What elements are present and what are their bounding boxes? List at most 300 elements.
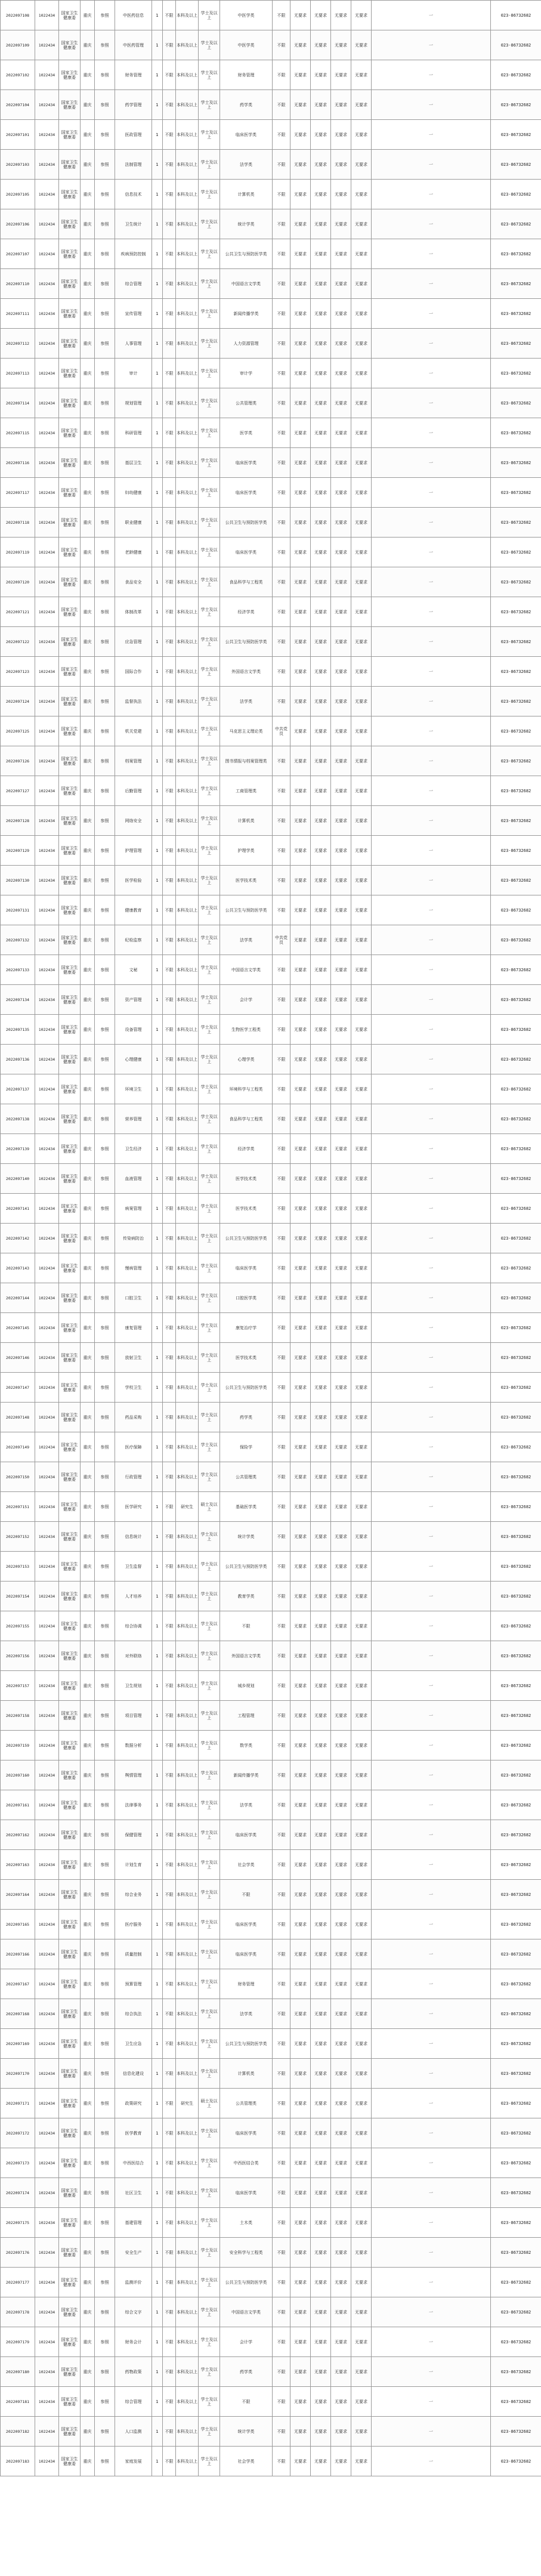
requirement-cell: 无要求 xyxy=(331,30,351,60)
education-cell: 本科及以上 xyxy=(176,716,199,746)
grassroots-cell: 无要求 xyxy=(290,299,311,329)
politics-cell: 不限 xyxy=(273,418,290,448)
unit-code-cell: 1022434 xyxy=(35,1432,59,1462)
major-cell: 药学类 xyxy=(220,2357,273,2387)
category-cell: 参照 xyxy=(95,1134,115,1164)
requirement-cell: 无要求 xyxy=(351,30,372,60)
unit-code-cell: 1022434 xyxy=(35,1820,59,1850)
unit-code-cell: 1022434 xyxy=(35,746,59,776)
location-cell: 重庆 xyxy=(81,2208,95,2238)
phone-cell: 023-86732682 xyxy=(491,1999,541,2029)
headcount-cell: 1 xyxy=(152,1910,163,1939)
education-cell: 本科及以上 xyxy=(176,1641,199,1671)
unit-code-cell: 1022434 xyxy=(35,269,59,299)
unit-code-cell: 1022434 xyxy=(35,925,59,955)
phone-cell: 023-86732682 xyxy=(491,2327,541,2357)
degree-cell: 学士及以上 xyxy=(199,2387,220,2417)
education-cell: 本科及以上 xyxy=(176,1045,199,1074)
unit-code-cell: 1022434 xyxy=(35,2387,59,2417)
position-id-cell: 2022097168 xyxy=(1,1999,35,2029)
phone-cell: 023-86732682 xyxy=(491,1403,541,1432)
education-cell: 本科及以上 xyxy=(176,269,199,299)
position-id-cell: 2022097129 xyxy=(1,836,35,866)
post-name-cell: 纪检监察 xyxy=(115,925,152,955)
table-row xyxy=(1,1820,541,1850)
level-cell: 不限 xyxy=(163,1432,176,1462)
experience-cell: 无要求 xyxy=(311,2118,331,2148)
post-name-cell: 疾病预防控制 xyxy=(115,239,152,269)
table-row xyxy=(1,1999,541,2029)
post-name-cell: 职业健康 xyxy=(115,508,152,538)
requirement-cell: 无要求 xyxy=(331,836,351,866)
politics-cell: 不限 xyxy=(273,2178,290,2208)
requirement-cell: 无要求 xyxy=(331,1134,351,1164)
unit-name-cell: 国家卫生健康委 xyxy=(59,60,81,90)
degree-cell: 学士及以上 xyxy=(199,716,220,746)
grassroots-cell: 无要求 xyxy=(290,746,311,776)
category-cell: 参照 xyxy=(95,657,115,687)
location-cell: 重庆 xyxy=(81,1432,95,1462)
unit-code-cell: 1022434 xyxy=(35,687,59,716)
location-cell: 重庆 xyxy=(81,1641,95,1671)
major-cell: 会计学 xyxy=(220,2327,273,2357)
degree-cell: 学士及以上 xyxy=(199,1313,220,1343)
post-name-cell: 舆情管理 xyxy=(115,1760,152,1790)
grassroots-cell: 无要求 xyxy=(290,2059,311,2089)
politics-cell: 不限 xyxy=(273,2238,290,2268)
headcount-cell: 1 xyxy=(152,866,163,895)
phone-cell: 023-86732682 xyxy=(491,2208,541,2238)
table-row xyxy=(1,209,541,239)
requirement-cell: 无要求 xyxy=(331,1582,351,1611)
experience-cell: 无要求 xyxy=(311,1045,331,1074)
note-cell: 一 xyxy=(372,2059,491,2089)
headcount-cell: 1 xyxy=(152,1194,163,1224)
unit-name-cell: 国家卫生健康委 xyxy=(59,1134,81,1164)
major-cell: 计算机类 xyxy=(220,180,273,209)
degree-cell: 学士及以上 xyxy=(199,687,220,716)
grassroots-cell: 无要求 xyxy=(290,180,311,209)
phone-cell: 023-86732682 xyxy=(491,895,541,925)
headcount-cell: 1 xyxy=(152,1999,163,2029)
degree-cell: 学士及以上 xyxy=(199,1164,220,1194)
table-row xyxy=(1,478,541,508)
degree-cell: 学士及以上 xyxy=(199,985,220,1015)
position-id-cell: 2022097173 xyxy=(1,2148,35,2178)
unit-name-cell: 国家卫生健康委 xyxy=(59,567,81,597)
unit-name-cell: 国家卫生健康委 xyxy=(59,1492,81,1522)
requirement-cell: 无要求 xyxy=(331,1552,351,1582)
requirement-cell: 无要求 xyxy=(351,2357,372,2387)
requirement-cell: 无要求 xyxy=(351,657,372,687)
post-name-cell: 环境卫生 xyxy=(115,1074,152,1104)
level-cell: 不限 xyxy=(163,2387,176,2417)
education-cell: 本科及以上 xyxy=(176,1074,199,1104)
position-id-cell: 2022097117 xyxy=(1,478,35,508)
position-id-cell: 2022097160 xyxy=(1,1760,35,1790)
major-cell: 统计学类 xyxy=(220,2417,273,2447)
post-name-cell: 药物政策 xyxy=(115,2357,152,2387)
grassroots-cell: 无要求 xyxy=(290,776,311,806)
requirement-cell: 无要求 xyxy=(351,2148,372,2178)
major-cell: 公共卫生与预防医学类 xyxy=(220,627,273,657)
location-cell: 重庆 xyxy=(81,2029,95,2059)
position-id-cell: 2022097180 xyxy=(1,2357,35,2387)
position-id-cell: 2022097153 xyxy=(1,1552,35,1582)
unit-code-cell: 1022434 xyxy=(35,2029,59,2059)
location-cell: 重庆 xyxy=(81,1104,95,1134)
major-cell: 医学类 xyxy=(220,418,273,448)
position-id-cell: 2022097111 xyxy=(1,299,35,329)
education-cell: 本科及以上 xyxy=(176,2357,199,2387)
note-cell: 一 xyxy=(372,2238,491,2268)
politics-cell: 不限 xyxy=(273,1552,290,1582)
education-cell: 本科及以上 xyxy=(176,418,199,448)
note-cell: 一 xyxy=(372,1253,491,1283)
unit-code-cell: 1022434 xyxy=(35,209,59,239)
politics-cell: 不限 xyxy=(273,359,290,388)
unit-name-cell: 国家卫生健康委 xyxy=(59,1253,81,1283)
post-name-cell: 卫生统计 xyxy=(115,209,152,239)
post-name-cell: 医学检验 xyxy=(115,866,152,895)
major-cell: 公共卫生与预防医学类 xyxy=(220,895,273,925)
unit-code-cell: 1022434 xyxy=(35,418,59,448)
phone-cell: 023-86732682 xyxy=(491,1194,541,1224)
headcount-cell: 1 xyxy=(152,1134,163,1164)
table-row xyxy=(1,2208,541,2238)
location-cell: 重庆 xyxy=(81,1880,95,1910)
phone-cell: 023-86732682 xyxy=(491,1253,541,1283)
level-cell: 不限 xyxy=(163,1253,176,1283)
unit-code-cell: 1022434 xyxy=(35,478,59,508)
unit-code-cell: 1022434 xyxy=(35,329,59,359)
phone-cell: 023-86732682 xyxy=(491,2357,541,2387)
grassroots-cell: 无要求 xyxy=(290,1403,311,1432)
unit-code-cell: 1022434 xyxy=(35,60,59,90)
unit-name-cell: 国家卫生健康委 xyxy=(59,2208,81,2238)
headcount-cell: 1 xyxy=(152,359,163,388)
unit-name-cell: 国家卫生健康委 xyxy=(59,508,81,538)
major-cell: 数学类 xyxy=(220,1731,273,1760)
post-name-cell: 中医药管理 xyxy=(115,30,152,60)
note-cell: 一 xyxy=(372,1939,491,1969)
requirement-cell: 无要求 xyxy=(331,1999,351,2029)
grassroots-cell: 无要求 xyxy=(290,2327,311,2357)
politics-cell: 不限 xyxy=(273,2327,290,2357)
position-id-cell: 2022097126 xyxy=(1,746,35,776)
requirement-cell: 无要求 xyxy=(351,1313,372,1343)
unit-name-cell: 国家卫生健康委 xyxy=(59,2417,81,2447)
table-row xyxy=(1,120,541,150)
unit-code-cell: 1022434 xyxy=(35,2297,59,2327)
grassroots-cell: 无要求 xyxy=(290,985,311,1015)
degree-cell: 学士及以上 xyxy=(199,1969,220,1999)
unit-code-cell: 1022434 xyxy=(35,120,59,150)
degree-cell: 学士及以上 xyxy=(199,1194,220,1224)
politics-cell: 不限 xyxy=(273,2297,290,2327)
experience-cell: 无要求 xyxy=(311,2059,331,2089)
experience-cell: 无要求 xyxy=(311,1582,331,1611)
experience-cell: 无要求 xyxy=(311,359,331,388)
unit-name-cell: 国家卫生健康委 xyxy=(59,776,81,806)
headcount-cell: 1 xyxy=(152,120,163,150)
major-cell: 公共卫生与预防医学类 xyxy=(220,1373,273,1403)
note-cell: 一 xyxy=(372,836,491,866)
table-row xyxy=(1,2297,541,2327)
major-cell: 计算机类 xyxy=(220,2059,273,2089)
grassroots-cell: 无要求 xyxy=(290,269,311,299)
category-cell: 参照 xyxy=(95,806,115,836)
degree-cell: 学士及以上 xyxy=(199,1790,220,1820)
category-cell: 参照 xyxy=(95,60,115,90)
category-cell: 参照 xyxy=(95,1939,115,1969)
phone-cell: 023-86732682 xyxy=(491,299,541,329)
grassroots-cell: 无要求 xyxy=(290,806,311,836)
position-id-cell: 2022097166 xyxy=(1,1939,35,1969)
major-cell: 公共管理类 xyxy=(220,2089,273,2118)
category-cell: 参照 xyxy=(95,1790,115,1820)
note-cell: 一 xyxy=(372,2297,491,2327)
location-cell: 重庆 xyxy=(81,60,95,90)
table-row xyxy=(1,2118,541,2148)
note-cell: 一 xyxy=(372,1074,491,1104)
degree-cell: 学士及以上 xyxy=(199,1432,220,1462)
grassroots-cell: 无要求 xyxy=(290,508,311,538)
experience-cell: 无要求 xyxy=(311,2327,331,2357)
category-cell: 参照 xyxy=(95,1313,115,1343)
degree-cell: 学士及以上 xyxy=(199,1731,220,1760)
post-name-cell: 数据分析 xyxy=(115,1731,152,1760)
unit-name-cell: 国家卫生健康委 xyxy=(59,1343,81,1373)
note-cell: 一 xyxy=(372,508,491,538)
table-row xyxy=(1,1760,541,1790)
requirement-cell: 无要求 xyxy=(331,806,351,836)
level-cell: 不限 xyxy=(163,388,176,418)
major-cell: 社会学类 xyxy=(220,2447,273,2476)
location-cell: 重庆 xyxy=(81,985,95,1015)
major-cell: 中国语言文学类 xyxy=(220,269,273,299)
requirement-cell: 无要求 xyxy=(331,1701,351,1731)
unit-name-cell: 国家卫生健康委 xyxy=(59,359,81,388)
degree-cell: 学士及以上 xyxy=(199,627,220,657)
level-cell: 不限 xyxy=(163,776,176,806)
unit-code-cell: 1022434 xyxy=(35,2238,59,2268)
post-name-cell: 综合执法 xyxy=(115,1999,152,2029)
position-id-cell: 2022097132 xyxy=(1,925,35,955)
requirement-cell: 无要求 xyxy=(331,1611,351,1641)
post-name-cell: 卫生监督 xyxy=(115,1552,152,1582)
phone-cell: 023-86732682 xyxy=(491,359,541,388)
major-cell: 工程管理 xyxy=(220,1701,273,1731)
position-id-cell: 2022097108 xyxy=(1,1,35,30)
category-cell: 参照 xyxy=(95,1253,115,1283)
grassroots-cell: 无要求 xyxy=(290,1641,311,1671)
post-name-cell: 卫生经济 xyxy=(115,1134,152,1164)
post-name-cell: 老龄健康 xyxy=(115,538,152,567)
note-cell: 一 xyxy=(372,478,491,508)
education-cell: 本科及以上 xyxy=(176,2029,199,2059)
unit-name-cell: 国家卫生健康委 xyxy=(59,2387,81,2417)
politics-cell: 不限 xyxy=(273,746,290,776)
education-cell: 本科及以上 xyxy=(176,2238,199,2268)
position-id-cell: 2022097138 xyxy=(1,1104,35,1134)
education-cell: 本科及以上 xyxy=(176,1224,199,1253)
position-id-cell: 2022097112 xyxy=(1,329,35,359)
headcount-cell: 1 xyxy=(152,1432,163,1462)
politics-cell: 不限 xyxy=(273,1432,290,1462)
grassroots-cell: 无要求 xyxy=(290,1045,311,1074)
post-name-cell: 机关党建 xyxy=(115,716,152,746)
level-cell: 不限 xyxy=(163,657,176,687)
post-name-cell: 科研管理 xyxy=(115,418,152,448)
unit-code-cell: 1022434 xyxy=(35,627,59,657)
requirement-cell: 无要求 xyxy=(331,597,351,627)
position-id-cell: 2022097181 xyxy=(1,2387,35,2417)
note-cell: 一 xyxy=(372,2417,491,2447)
level-cell: 不限 xyxy=(163,1,176,30)
headcount-cell: 1 xyxy=(152,2118,163,2148)
position-id-cell: 2022097146 xyxy=(1,1343,35,1373)
experience-cell: 无要求 xyxy=(311,1641,331,1671)
location-cell: 重庆 xyxy=(81,1164,95,1194)
note-cell: 一 xyxy=(372,716,491,746)
table-row xyxy=(1,1015,541,1045)
politics-cell: 不限 xyxy=(273,1373,290,1403)
table-row xyxy=(1,836,541,866)
phone-cell: 023-86732682 xyxy=(491,1611,541,1641)
category-cell: 参照 xyxy=(95,776,115,806)
major-cell: 法学类 xyxy=(220,687,273,716)
location-cell: 重庆 xyxy=(81,2387,95,2417)
headcount-cell: 1 xyxy=(152,1731,163,1760)
position-id-cell: 2022097122 xyxy=(1,627,35,657)
location-cell: 重庆 xyxy=(81,180,95,209)
degree-cell: 学士及以上 xyxy=(199,209,220,239)
level-cell: 不限 xyxy=(163,1164,176,1194)
table-row xyxy=(1,388,541,418)
category-cell: 参照 xyxy=(95,1015,115,1045)
location-cell: 重庆 xyxy=(81,209,95,239)
politics-cell: 不限 xyxy=(273,2059,290,2089)
unit-name-cell: 国家卫生健康委 xyxy=(59,1015,81,1045)
requirement-cell: 无要求 xyxy=(331,2297,351,2327)
major-cell: 药学类 xyxy=(220,90,273,120)
unit-code-cell: 1022434 xyxy=(35,1939,59,1969)
unit-code-cell: 1022434 xyxy=(35,1611,59,1641)
politics-cell: 不限 xyxy=(273,2118,290,2148)
experience-cell: 无要求 xyxy=(311,1015,331,1045)
level-cell: 不限 xyxy=(163,806,176,836)
experience-cell: 无要求 xyxy=(311,2387,331,2417)
politics-cell: 不限 xyxy=(273,90,290,120)
category-cell: 参照 xyxy=(95,1045,115,1074)
position-id-cell: 2022097101 xyxy=(1,120,35,150)
unit-name-cell: 国家卫生健康委 xyxy=(59,1910,81,1939)
phone-cell: 023-86732682 xyxy=(491,746,541,776)
phone-cell: 023-86732682 xyxy=(491,2029,541,2059)
experience-cell: 无要求 xyxy=(311,1760,331,1790)
requirement-cell: 无要求 xyxy=(351,1880,372,1910)
category-cell: 参照 xyxy=(95,299,115,329)
experience-cell: 无要求 xyxy=(311,1939,331,1969)
major-cell: 公共卫生与预防医学类 xyxy=(220,1224,273,1253)
phone-cell: 023-86732682 xyxy=(491,1313,541,1343)
requirement-cell: 无要求 xyxy=(331,1492,351,1522)
degree-cell: 学士及以上 xyxy=(199,657,220,687)
politics-cell: 不限 xyxy=(273,627,290,657)
headcount-cell: 1 xyxy=(152,508,163,538)
education-cell: 本科及以上 xyxy=(176,746,199,776)
headcount-cell: 1 xyxy=(152,1403,163,1432)
note-cell: 一 xyxy=(372,299,491,329)
unit-name-cell: 国家卫生健康委 xyxy=(59,627,81,657)
requirement-cell: 无要求 xyxy=(331,1790,351,1820)
requirement-cell: 无要求 xyxy=(351,1641,372,1671)
headcount-cell: 1 xyxy=(152,895,163,925)
note-cell: 一 xyxy=(372,120,491,150)
requirement-cell: 无要求 xyxy=(331,1760,351,1790)
grassroots-cell: 无要求 xyxy=(290,1552,311,1582)
note-cell: 一 xyxy=(372,1522,491,1552)
post-name-cell: 体制改革 xyxy=(115,597,152,627)
major-cell: 不限 xyxy=(220,1880,273,1910)
level-cell: 不限 xyxy=(163,2327,176,2357)
major-cell: 中国语言文学类 xyxy=(220,955,273,985)
unit-code-cell: 1022434 xyxy=(35,1790,59,1820)
grassroots-cell: 无要求 xyxy=(290,1880,311,1910)
category-cell: 参照 xyxy=(95,746,115,776)
phone-cell: 023-86732682 xyxy=(491,627,541,657)
table-row xyxy=(1,30,541,60)
requirement-cell: 无要求 xyxy=(351,567,372,597)
education-cell: 本科及以上 xyxy=(176,597,199,627)
education-cell: 本科及以上 xyxy=(176,1731,199,1760)
unit-name-cell: 国家卫生健康委 xyxy=(59,1701,81,1731)
post-name-cell: 法制管理 xyxy=(115,150,152,180)
level-cell: 不限 xyxy=(163,269,176,299)
post-name-cell: 卫生规划 xyxy=(115,1671,152,1701)
grassroots-cell: 无要求 xyxy=(290,1910,311,1939)
post-name-cell: 医学研究 xyxy=(115,1492,152,1522)
unit-code-cell: 1022434 xyxy=(35,657,59,687)
grassroots-cell: 无要求 xyxy=(290,1582,311,1611)
requirement-cell: 无要求 xyxy=(351,150,372,180)
requirement-cell: 无要求 xyxy=(331,2059,351,2089)
position-id-cell: 2022097162 xyxy=(1,1820,35,1850)
education-cell: 本科及以上 xyxy=(176,1969,199,1999)
unit-name-cell: 国家卫生健康委 xyxy=(59,746,81,776)
headcount-cell: 1 xyxy=(152,1880,163,1910)
unit-code-cell: 1022434 xyxy=(35,30,59,60)
major-cell: 新闻传播学类 xyxy=(220,1760,273,1790)
unit-name-cell: 国家卫生健康委 xyxy=(59,1969,81,1999)
category-cell: 参照 xyxy=(95,2059,115,2089)
location-cell: 重庆 xyxy=(81,1462,95,1492)
phone-cell: 023-86732682 xyxy=(491,657,541,687)
table-row xyxy=(1,2447,541,2476)
level-cell: 不限 xyxy=(163,1343,176,1373)
education-cell: 本科及以上 xyxy=(176,90,199,120)
requirement-cell: 无要求 xyxy=(351,955,372,985)
education-cell: 本科及以上 xyxy=(176,1611,199,1641)
unit-name-cell: 国家卫生健康委 xyxy=(59,1074,81,1104)
requirement-cell: 无要求 xyxy=(331,1939,351,1969)
phone-cell: 023-86732682 xyxy=(491,2387,541,2417)
location-cell: 重庆 xyxy=(81,2297,95,2327)
requirement-cell: 无要求 xyxy=(331,2357,351,2387)
unit-name-cell: 国家卫生健康委 xyxy=(59,1760,81,1790)
level-cell: 不限 xyxy=(163,2357,176,2387)
